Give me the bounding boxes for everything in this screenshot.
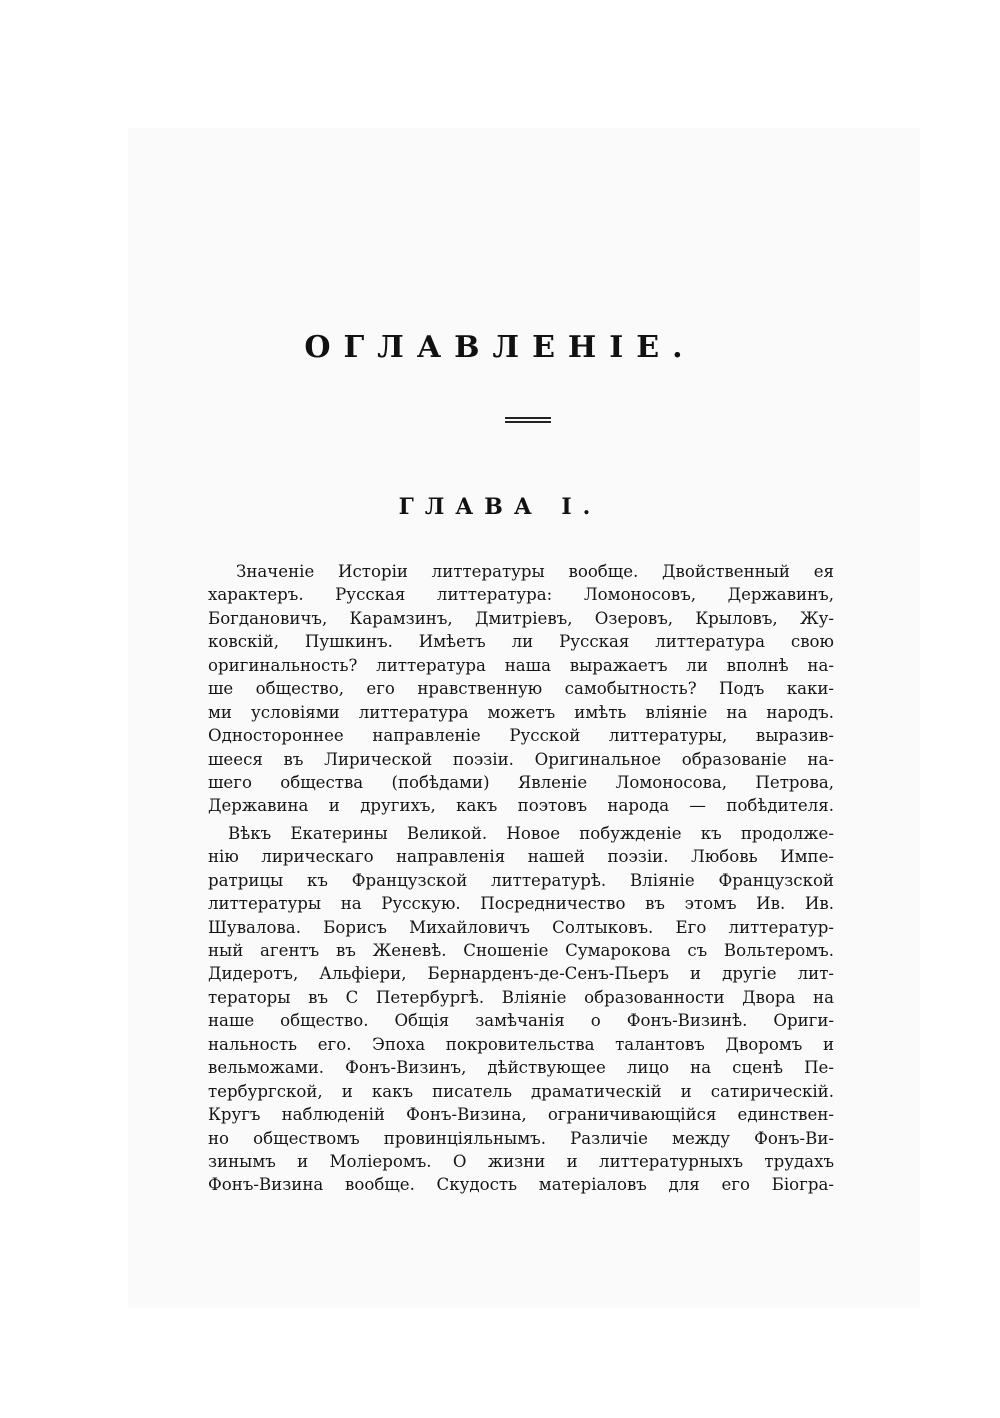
text-line: нію лирическаго направленія нашей поэзіи. Любовь Импе- — [208, 847, 834, 867]
text-line: шееся въ Лирической поэзіи. Оригинальное образованіе на- — [208, 749, 834, 769]
contents-heading: ОГЛАВЛЕНІЕ. — [304, 330, 696, 365]
text-line: ше общество, его нравственную самобытность? Подъ каки- — [208, 679, 834, 699]
text-line: Фонъ-Визина вообще. Скудость матеріаловъ для его Біогра- — [208, 1175, 834, 1195]
text-line: но обществомъ провинціяльнымъ. Различіе между Фонъ-Ви- — [208, 1128, 834, 1148]
text-line: Одностороннее направленіе Русской литтературы, выразив- — [208, 726, 834, 746]
paragraph-1 — [208, 560, 834, 818]
text-line: Богдановичъ, Карамзинъ, Дмитріевъ, Озеровъ, Крыловъ, Жу- — [208, 608, 834, 628]
text-line: ковскій, Пушкинъ. Имѣетъ ли Русская литтература свою — [208, 632, 834, 652]
paragraph-2 — [208, 822, 834, 1197]
text-line: тераторы въ С Петербургѣ. Вліяніе образованности Двора на — [208, 987, 834, 1007]
text-line: ный агентъ въ Женевѣ. Сношеніе Сумарокова съ Вольтеромъ. — [208, 941, 834, 960]
text-line: литтературы на Русскую. Посредничество въ этомъ Ив. Ив. — [208, 894, 834, 914]
text-line: нальность его. Эпоха покровительства талантовъ Дворомъ и — [208, 1034, 834, 1054]
text-line: Шувалова. Борисъ Михайловичъ Солтыковъ. Его литтератур- — [208, 917, 834, 937]
text-line: оригинальность? литтература наша выражаетъ ли вполнѣ на- — [208, 655, 834, 675]
text-line: Дидеротъ, Альфіери, Бернарденъ-де-Сенъ-Пьеръ и другіе лит- — [208, 964, 834, 984]
decorative-rule — [505, 417, 551, 425]
text-line: зинымъ и Моліеромъ. О жизни и литтературныхъ трудахъ — [208, 1151, 834, 1171]
text-line: тербургской, и какъ писатель драматическій и сатирическій. — [208, 1081, 834, 1101]
text-line: наше общество. Общія замѣчанія о Фонъ-Визинѣ. Ориги- — [208, 1011, 834, 1031]
text-line: Значеніе Исторіи литтературы вообще. Двойственный ея — [236, 562, 834, 581]
chapter-summary — [208, 560, 834, 1197]
text-line: ми условіями литтература можетъ имѣть вліяніе на народъ. — [208, 702, 834, 722]
text-line: Державина и другихъ, какъ поэтовъ народа — побѣдителя. — [208, 796, 834, 816]
text-line: вельможами. Фонъ-Визинъ, дѣйствующее лицо на сценѣ Пе- — [208, 1058, 834, 1078]
text-line: Вѣкъ Екатерины Великой. Новое побужденіе къ продолже- — [228, 823, 834, 843]
text-line: характеръ. Русская литтература: Ломоносовъ, Державинъ, — [208, 585, 834, 605]
chapter-heading: ГЛАВА І. — [398, 494, 602, 520]
text-line: шего общества (побѣдами) Явленіе Ломоносова, Петрова, — [208, 772, 834, 792]
text-line: ратрицы къ Французской литтературѣ. Вліяніе Французской — [208, 870, 834, 890]
text-line: Кругъ наблюденій Фонъ-Визина, ограничивающійся единствен- — [208, 1105, 834, 1125]
